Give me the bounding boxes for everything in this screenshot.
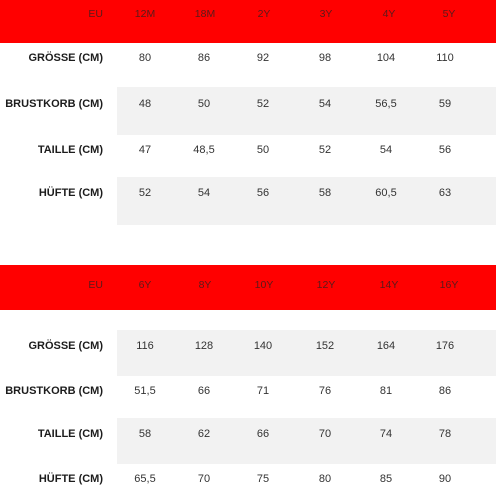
table-cell: 58 xyxy=(138,428,152,440)
table-cell: 65,5 xyxy=(134,473,156,485)
table-cell: 52 xyxy=(138,187,152,199)
table-cell: 70 xyxy=(318,428,332,440)
header-cell-size: 10Y xyxy=(254,279,274,291)
row-shading xyxy=(117,418,496,464)
table-cell: 48 xyxy=(138,98,152,110)
table-cell: 71 xyxy=(256,385,270,397)
row-label: BRUSTKORB (CM) xyxy=(5,385,103,397)
row-label: GRÖSSE (CM) xyxy=(28,52,103,64)
table-cell: 52 xyxy=(256,98,270,110)
table-cell: 54 xyxy=(379,144,393,156)
table-cell: 66 xyxy=(197,385,211,397)
table-cell: 51,5 xyxy=(134,385,156,397)
row-label: GRÖSSE (CM) xyxy=(28,340,103,352)
header-cell-size: 12M xyxy=(134,8,156,20)
table-cell: 80 xyxy=(138,52,152,64)
table-cell: 54 xyxy=(318,98,332,110)
table-cell: 52 xyxy=(318,144,332,156)
header-cell-size: 3Y xyxy=(319,8,333,20)
table-cell: 56 xyxy=(438,144,452,156)
table-cell: 176 xyxy=(435,340,455,352)
table-cell: 58 xyxy=(318,187,332,199)
table-cell: 56 xyxy=(256,187,270,199)
header-cell-size: 2Y xyxy=(257,8,271,20)
table-cell: 75 xyxy=(256,473,270,485)
header-cell-size: 18M xyxy=(194,8,216,20)
row-label: HÜFTE (CM) xyxy=(38,473,103,485)
table-cell: 152 xyxy=(315,340,335,352)
table-cell: 62 xyxy=(197,428,211,440)
header-cell-size: 6Y xyxy=(138,279,152,291)
table-cell: 92 xyxy=(256,52,270,64)
table-cell: 81 xyxy=(379,385,393,397)
table-cell: 86 xyxy=(438,385,452,397)
table-cell: 54 xyxy=(197,187,211,199)
table-cell: 63 xyxy=(438,187,452,199)
header-cell-size: 5Y xyxy=(442,8,456,20)
table-cell: 116 xyxy=(136,340,154,352)
table-cell: 50 xyxy=(197,98,211,110)
table-cell: 98 xyxy=(318,52,332,64)
row-shading xyxy=(117,330,496,376)
header-cell-size: 4Y xyxy=(382,8,396,20)
row-shading xyxy=(117,87,496,135)
table-cell: 56,5 xyxy=(375,98,397,110)
table-cell: 50 xyxy=(256,144,270,156)
table-cell: 47 xyxy=(138,144,152,156)
table-cell: 80 xyxy=(318,473,332,485)
header-cell-size: 14Y xyxy=(379,279,399,291)
table-cell: 85 xyxy=(379,473,393,485)
table-cell: 140 xyxy=(253,340,273,352)
table-cell: 128 xyxy=(194,340,214,352)
table-cell: 66 xyxy=(256,428,270,440)
table-cell: 110 xyxy=(436,52,454,64)
header-cell-size: 16Y xyxy=(439,279,459,291)
row-label: BRUSTKORB (CM) xyxy=(5,98,103,110)
table-cell: 76 xyxy=(318,385,332,397)
table-cell: 60,5 xyxy=(375,187,397,199)
row-shading xyxy=(117,177,496,225)
header-cell-size: 8Y xyxy=(198,279,212,291)
header-cell-size: 12Y xyxy=(316,279,336,291)
table-header-row xyxy=(0,0,496,43)
table-cell: 104 xyxy=(376,52,396,64)
table-cell: 164 xyxy=(376,340,396,352)
row-label: HÜFTE (CM) xyxy=(38,187,103,199)
table-cell: 59 xyxy=(438,98,452,110)
table-header-row xyxy=(0,265,496,310)
row-label: TAILLE (CM) xyxy=(37,144,103,156)
table-cell: 78 xyxy=(438,428,452,440)
row-label: TAILLE (CM) xyxy=(37,428,103,440)
table-cell: 86 xyxy=(197,52,211,64)
table-cell: 74 xyxy=(379,428,393,440)
table-cell: 48,5 xyxy=(193,144,215,156)
table-cell: 90 xyxy=(438,473,452,485)
table-cell: 70 xyxy=(197,473,211,485)
header-cell-eu: EU xyxy=(88,279,103,291)
header-cell-eu: EU xyxy=(88,8,103,20)
